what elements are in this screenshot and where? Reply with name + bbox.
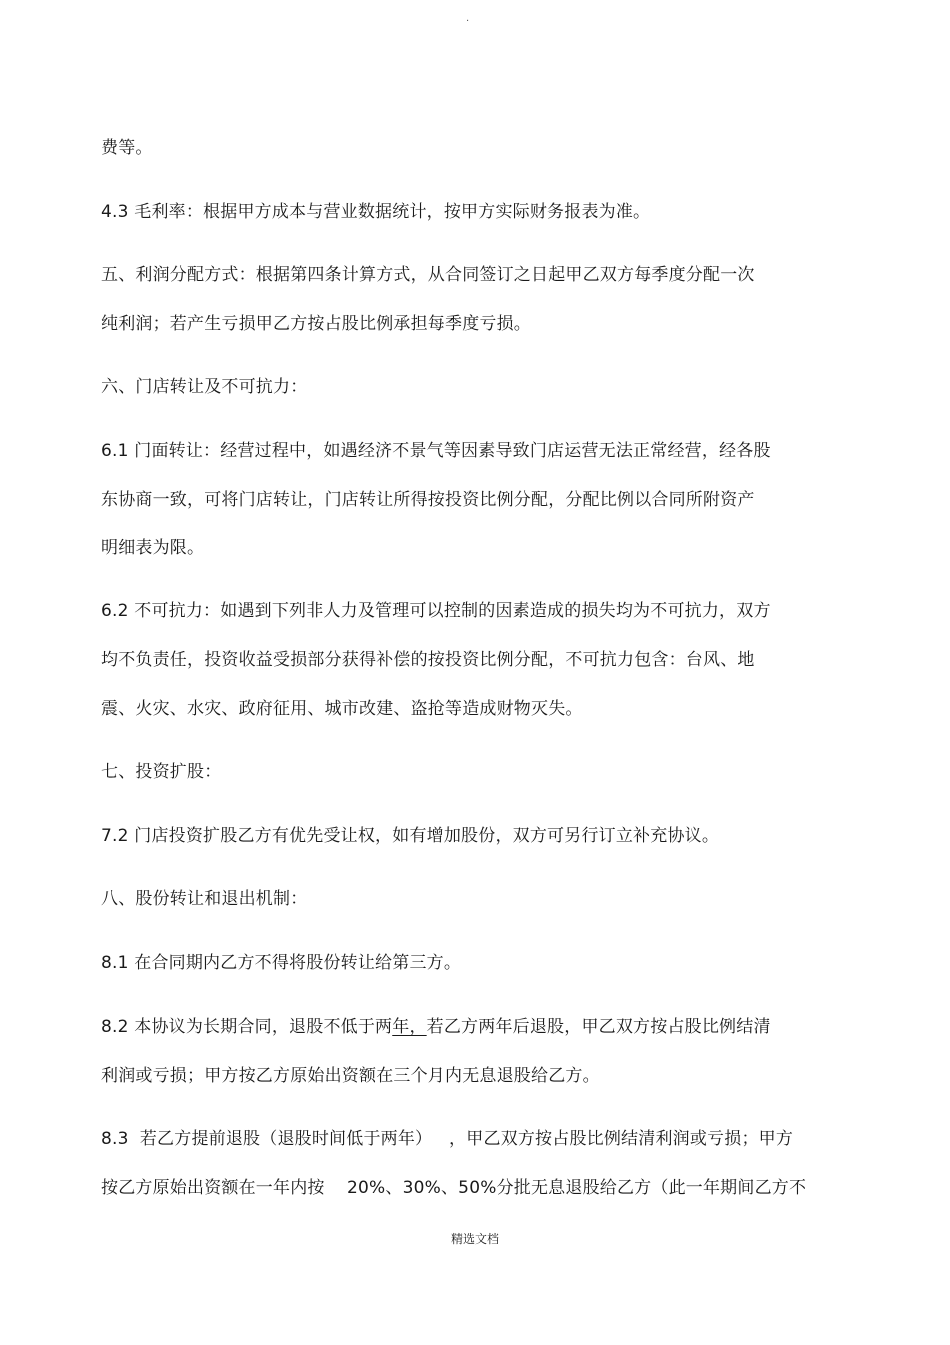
paragraph-line: 按乙方原始出资额在一年内按 20%、30%、50%分批无息退股给乙方（此一年期间乙方不 [101,1178,807,1198]
paragraph-line: 纯利润；若产生亏损甲乙方按占股比例承担每季度亏损。 [101,314,531,334]
clause-4-3: 4.3 毛利率：根据甲方成本与营业数据统计，按甲方实际财务报表为准。 [101,202,651,222]
section-6-heading: 六、门店转让及不可抗力： [101,377,308,397]
clause-text: 若乙方两年后退股，甲乙双方按占股比例结清 [426,1017,771,1037]
page-footer: 精选文档 [450,1232,499,1246]
section-5-heading: 五、利润分配方式：根据第四条计算方式，从合同签订之日起甲乙双方每季度分配一次 [101,265,755,285]
clause-6-1: 6.1 门面转让：经营过程中，如遇经济不景气等因素导致门店运营无法正常经营，经各股 [101,441,771,461]
clause-8-3: 8.3 若乙方提前退股（退股时间低于两年） ，甲乙双方按占股比例结清利润或亏损；甲方 [101,1129,794,1149]
clause-7-2: 7.2 门店投资扩股乙方有优先受让权，如有增加股份，双方可另行订立补充协议。 [101,826,720,846]
paragraph-line: 震、火灾、水灾、政府征用、城市改建、盗抢等造成财物灭失。 [101,699,583,719]
paragraph-line: 均不负责任，投资收益受损部分获得补偿的按投资比例分配，不可抗力包含：台风、地 [101,650,755,670]
section-7-heading: 七、投资扩股： [101,762,222,782]
paragraph-line: 东协商一致，可将门店转让，门店转让所得按投资比例分配，分配比例以合同所附资产 [101,490,755,510]
clause-text: 8.2 本协议为长期合同，退股不低于两 [101,1017,393,1037]
paragraph-line: 明细表为限。 [101,538,205,558]
paragraph-line: 费等。 [101,138,153,158]
section-8-heading: 八、股份转让和退出机制： [101,889,308,909]
clause-8-1: 8.1 在合同期内乙方不得将股份转让给第三方。 [101,953,462,973]
clause-6-2: 6.2 不可抗力：如遇到下列非人力及管理可以控制的因素造成的损失均为不可抗力，双方 [101,601,771,621]
header-dot: . [466,13,470,24]
clause-8-2 [101,1016,771,1038]
paragraph-line: 利润或亏损；甲方按乙方原始出资额在三个月内无息退股给乙方。 [101,1066,600,1086]
underlined-text: 年， [392,1017,427,1037]
